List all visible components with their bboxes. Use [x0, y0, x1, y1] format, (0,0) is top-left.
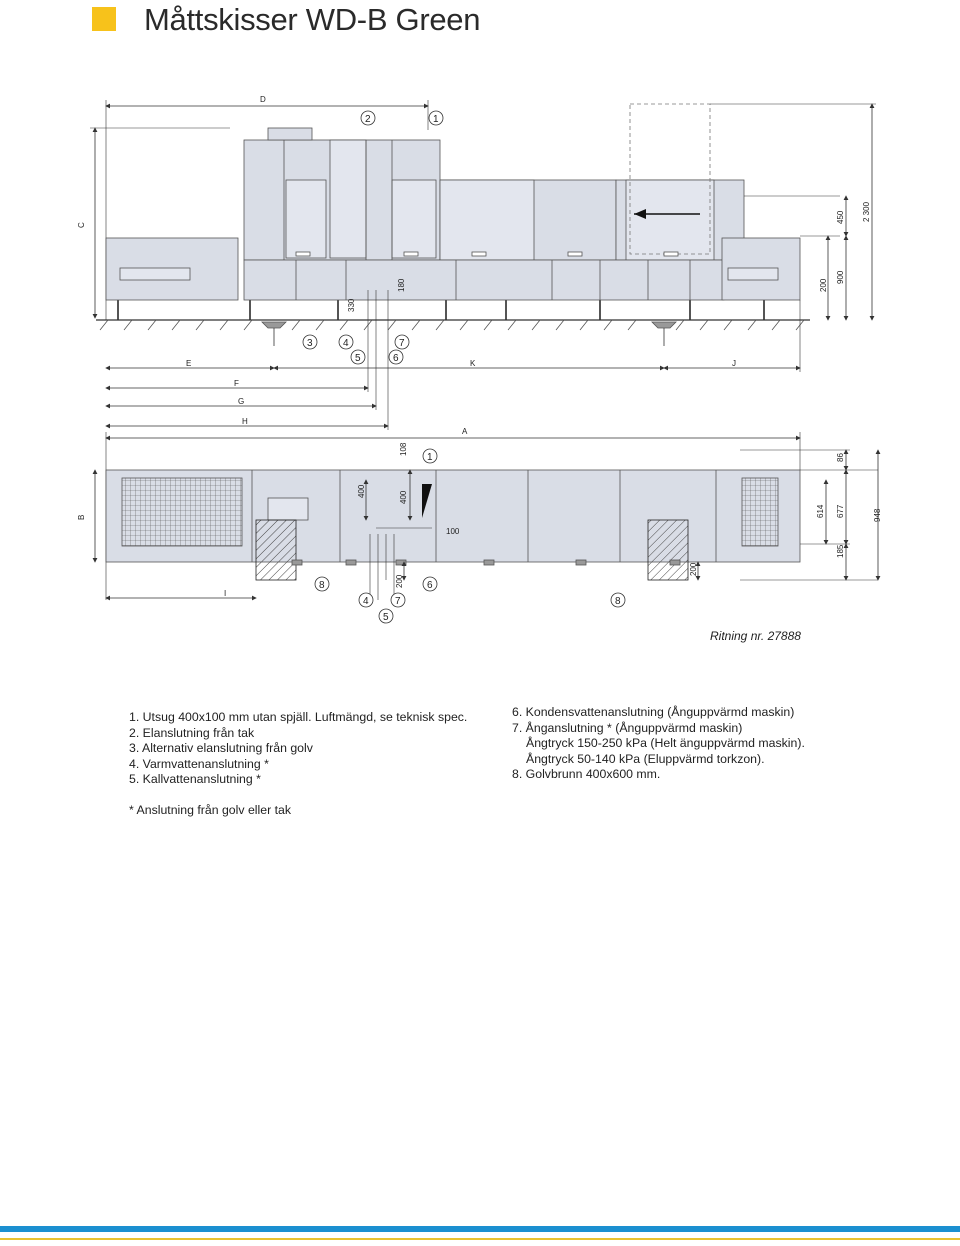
dim-letter-f: F [234, 379, 239, 388]
callout-4: 4 [343, 338, 349, 349]
footnote: * Anslutning från golv eller tak [129, 803, 292, 817]
dim-letter-b: B [77, 514, 86, 520]
legend-item: 6. Kondensvattenanslutning (Ånguppvärmd maskin) [512, 705, 795, 719]
dim-200-a: 200 [395, 574, 404, 588]
dim-614: 614 [816, 504, 825, 518]
dim-100: 100 [446, 527, 460, 536]
dim-200-b: 200 [689, 562, 698, 576]
dim-400-b: 400 [399, 490, 408, 504]
drawing-number: Ritning nr. 27888 [710, 629, 801, 643]
legend-item: Ångtryck 50-140 kPa (Eluppvärmd torkzon). [526, 751, 765, 766]
dim-180: 180 [397, 278, 406, 292]
footer-yellow-bar [0, 1238, 960, 1240]
dim-letter-i: I [224, 589, 227, 598]
callout-1: 1 [433, 114, 439, 125]
dim-450: 450 [836, 210, 845, 224]
dim-letter-k: K [470, 359, 476, 368]
dim-letter-d: D [260, 95, 266, 104]
plan-callout-8-left: 8 [319, 580, 325, 591]
dim-185: 185 [836, 544, 845, 558]
dim-900: 900 [836, 270, 845, 284]
legend-left [129, 710, 467, 788]
dim-677: 677 [836, 504, 845, 518]
legend-item: 7. Ånganslutning * (Ånguppvärmd maskin) [512, 720, 743, 735]
legend-item: 3. Alternativ elanslutning från golv [129, 741, 313, 755]
plan-callout-4: 4 [363, 596, 369, 607]
plan-callout-1: 1 [427, 452, 433, 463]
legend-item: 2. Elanslutning från tak [129, 725, 255, 740]
dim-948: 948 [873, 508, 882, 522]
dim-400-a: 400 [357, 484, 366, 498]
dim-330: 330 [347, 298, 356, 312]
legend-item: 8. Golvbrunn 400x600 mm. [512, 767, 661, 781]
legend-right [512, 705, 805, 783]
dim-letter-a: A [462, 427, 468, 436]
legend-item: Ångtryck 150-250 kPa (Helt änguppvärmd maskin). [526, 736, 805, 750]
dim-200: 200 [819, 278, 828, 292]
page-title: Måttskisser WD-B Green [144, 2, 481, 37]
callout-5: 5 [355, 353, 361, 364]
callout-3: 3 [307, 338, 313, 349]
plan-view [95, 432, 878, 600]
dim-letter-j: J [732, 359, 736, 368]
legend-item: 1. Utsug 400x100 mm utan spjäll. Luftmängd, se teknisk spec. [129, 710, 468, 724]
callout-2: 2 [365, 114, 371, 125]
plan-callout-8-right: 8 [615, 596, 621, 607]
dim-86: 86 [836, 453, 845, 462]
legend-item: 5. Kallvattenanslutning * [129, 772, 261, 786]
footer-blue-bar [0, 1226, 960, 1232]
dim-2300: 2 300 [862, 201, 871, 222]
legend-item: 4. Varmvattenanslutning * [129, 756, 269, 771]
dim-letter-c: C [77, 222, 86, 228]
dim-letter-h: H [242, 417, 248, 426]
side-view [90, 100, 876, 430]
plan-callout-7: 7 [395, 596, 401, 607]
callout-7: 7 [399, 338, 405, 349]
plan-callout-5: 5 [383, 612, 389, 623]
dim-letter-g: G [238, 397, 245, 406]
plan-callout-6: 6 [427, 580, 433, 591]
dim-108: 108 [399, 442, 408, 456]
callout-6: 6 [393, 353, 399, 364]
dim-letter-e: E [186, 359, 192, 368]
